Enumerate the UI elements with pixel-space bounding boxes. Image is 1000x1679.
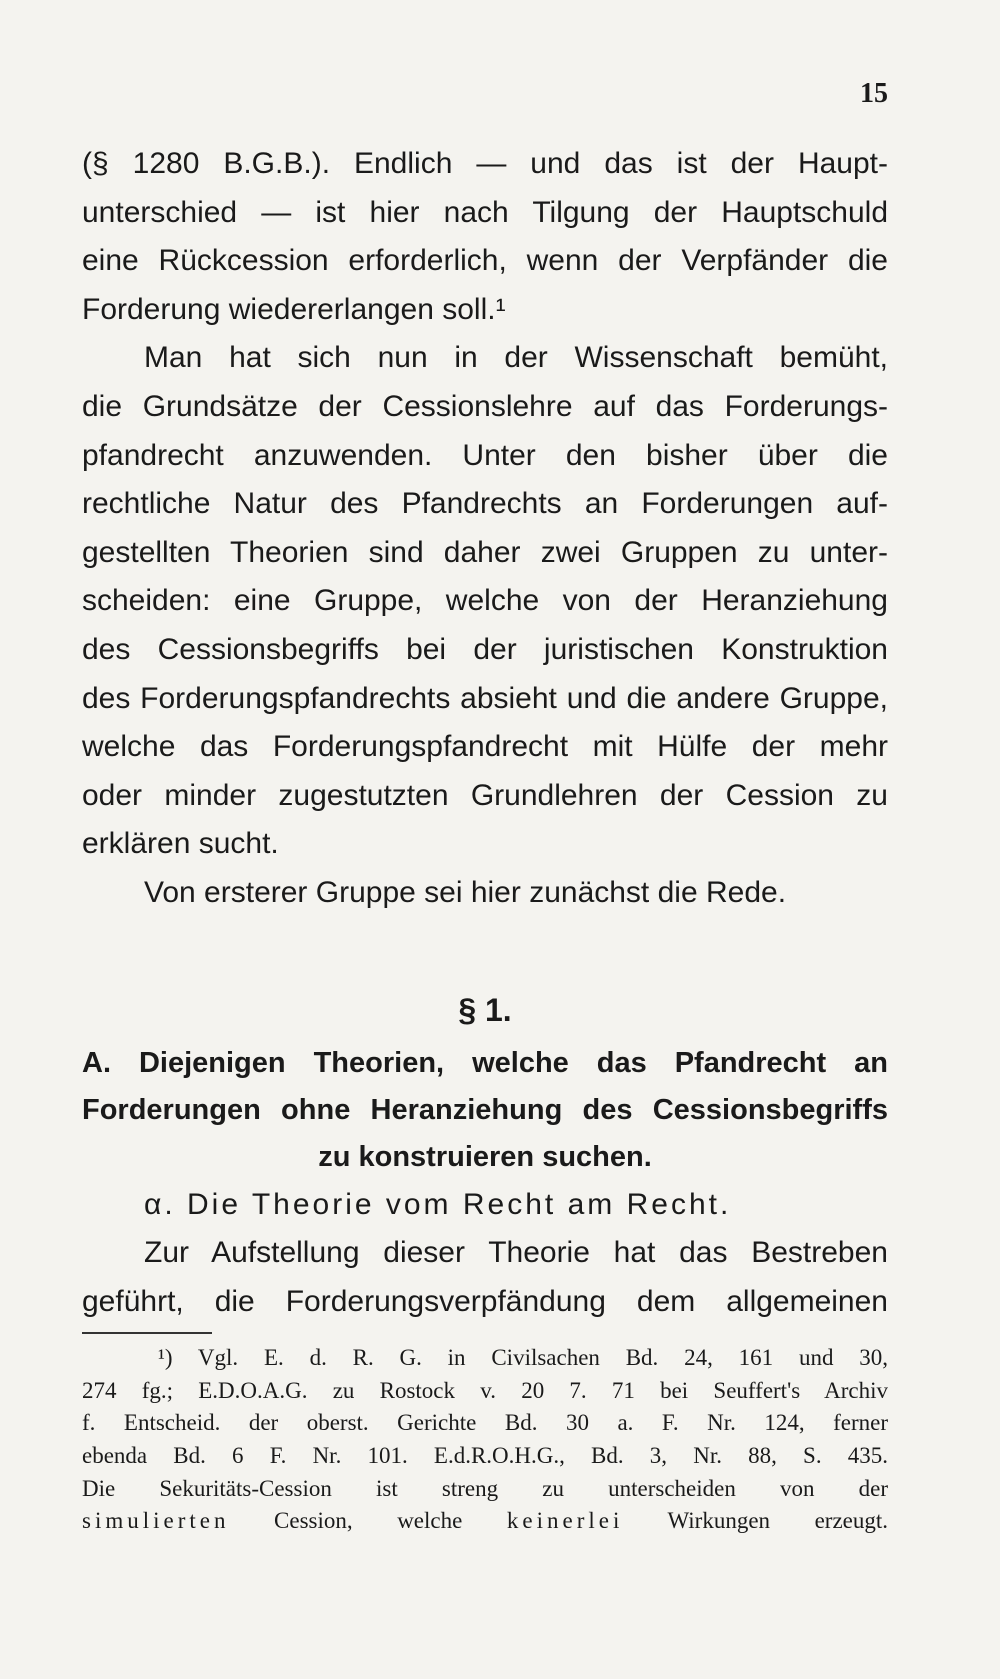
footnote-line: Die Sekuritäts-Cession ist streng zu unterscheiden von der bbox=[82, 1475, 888, 1501]
text-line: Forderung wiedererlangen soll.¹ bbox=[82, 292, 506, 326]
text-line: rechtliche Natur des Pfandrechts an Forderungen auf- bbox=[82, 487, 888, 521]
text-line: welche das Forderungspfandrecht mit Hülfe der mehr bbox=[82, 730, 888, 764]
section-heading bbox=[82, 1040, 888, 1181]
paragraph-4 bbox=[82, 1229, 888, 1326]
footnote-line: ebenda Bd. 6 F. Nr. 101. E.d.R.O.H.G., Bd. 3, Nr. 88, S. 435. bbox=[82, 1443, 888, 1469]
spaced-word: simulierten bbox=[82, 1508, 230, 1534]
heading-line: A. Diejenigen Theorien, welche das Pfandrecht an bbox=[82, 1046, 888, 1079]
footnote-line: ¹) Vgl. E. d. R. G. in Civilsachen Bd. 24, 161 und 30, bbox=[158, 1345, 888, 1371]
text-line: geführt, die Forderungsverpfändung dem allgemeinen bbox=[82, 1284, 888, 1318]
text-line: (§ 1280 B.G.B.). Endlich — und das ist der Haupt- bbox=[82, 147, 888, 180]
text-line: des Forderungspfandrechts absieht und die andere Gruppe, bbox=[82, 681, 888, 715]
footnote-text: Wirkungen erzeugt. bbox=[667, 1508, 889, 1534]
text-line: Zur Aufstellung dieser Theorie hat das Bestreben bbox=[144, 1236, 888, 1270]
text-line: oder minder zugestutzten Grundlehren der Cession zu bbox=[82, 778, 888, 812]
footnote-text: Cession, welche bbox=[274, 1508, 463, 1534]
footnote-line: f. Entscheid. der oberst. Gerichte Bd. 30 a. F. Nr. 124, ferner bbox=[82, 1410, 888, 1436]
section-sign: § 1. bbox=[458, 991, 512, 1028]
footnote-line: 274 fg.; E.D.O.A.G. zu Rostock v. 20 7. 71 bei Seuffert's Archiv bbox=[82, 1377, 888, 1403]
text-line: pfandrecht anzuwenden. Unter den bisher über die bbox=[82, 438, 888, 472]
heading-line: Forderungen ohne Heranziehung des Cessionsbegriffs bbox=[82, 1093, 888, 1126]
heading-line: zu konstruieren suchen. bbox=[318, 1140, 652, 1173]
footnote-line bbox=[82, 1505, 888, 1538]
text-line: gestellten Theorien sind daher zwei Gruppen zu unter- bbox=[82, 535, 888, 569]
text-line: eine Rückcession erforderlich, wenn der Verpfänder die bbox=[82, 244, 888, 278]
paragraph-2 bbox=[82, 334, 888, 869]
text-line: des Cessionsbegriffs bei der juristischen Konstruktion bbox=[82, 632, 888, 666]
spaced-word: keinerlei bbox=[506, 1508, 624, 1534]
subheading: α. Die Theorie vom Recht am Recht. bbox=[144, 1187, 732, 1221]
text-line: Man hat sich nun in der Wissenschaft bemüht, bbox=[144, 341, 888, 375]
text-line: unterschied — ist hier nach Tilgung der Hauptschuld bbox=[82, 195, 888, 229]
paragraph-1 bbox=[82, 140, 888, 334]
paragraph-3 bbox=[82, 869, 888, 918]
text-line: Von ersterer Gruppe sei hier zunächst die Rede. bbox=[144, 875, 787, 909]
text-line: scheiden: eine Gruppe, welche von der Heranziehung bbox=[82, 584, 888, 618]
text-line: erklären sucht. bbox=[82, 827, 279, 861]
footnote-divider bbox=[82, 1332, 212, 1334]
body-text bbox=[82, 140, 888, 1538]
page-number: 15 bbox=[860, 78, 888, 109]
footnote bbox=[82, 1342, 888, 1538]
text-line: die Grundsätze der Cessionslehre auf das Forderungs- bbox=[82, 389, 888, 423]
